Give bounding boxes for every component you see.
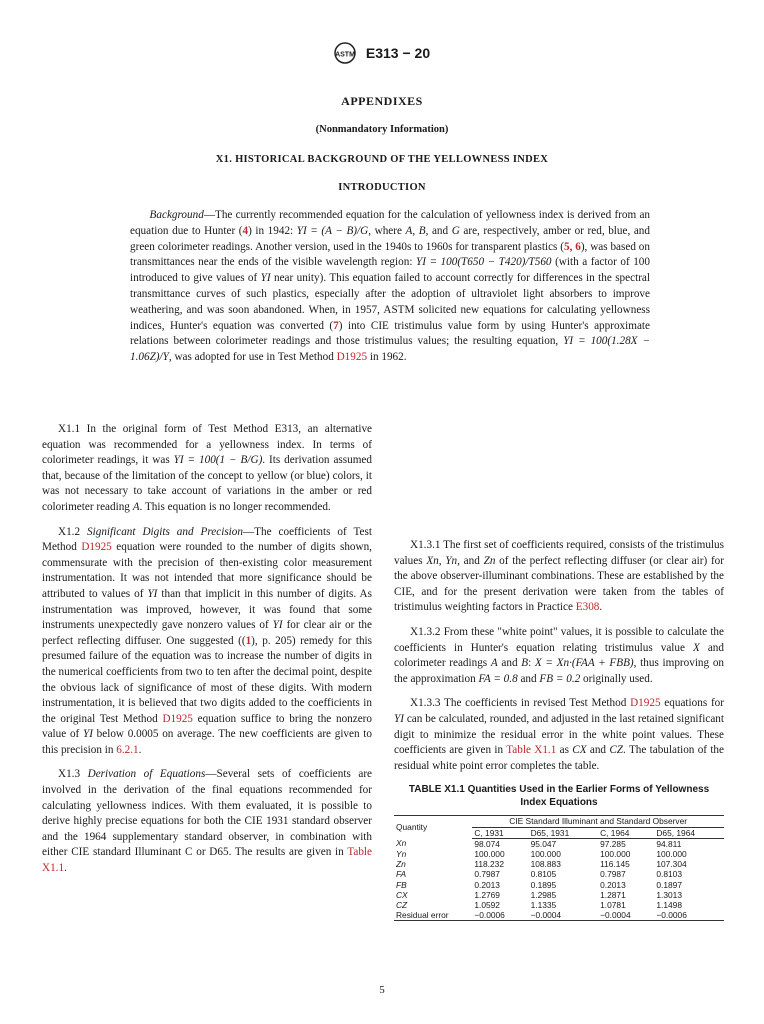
para-var: YI [394,712,404,725]
para-text: . [138,743,142,756]
para-var: A [490,657,498,670]
para-var: YI [147,587,158,600]
intro-var: YI [260,272,271,285]
para-text: . Its derivation assumed that, because of the limitation of the concept to yellow (or blue) colors, it was not necessary to take account of variations in the amber or red colorimeter reading [42,454,372,513]
para-number: X1.3.3 [410,697,441,710]
right-column [394,418,724,921]
value-cell: 0.1895 [530,879,557,890]
equation: FB = 0.2 [539,672,581,685]
intro-text: near unity). This equation failed to account correctly for differences in the spectral transmittance curves of such plastics, especially after the adoption of ultraviolet light absorbers to improve weathering, and was soon abandoned. When, in 1957, ASTM solicited new equations for calculating yellowness indices, Hunter's equation was converted ( [130,272,650,332]
ref-5-6-link[interactable]: 5, 6 [563,240,581,253]
intro-text: ) into CIE tristimulus value form by using Hunter's approximate relations between colorimeter readings and those tristimulus values; the resulting equation, [130,319,650,348]
quantity-cell: Yn [396,848,407,859]
value-cell: −0.0006 [654,910,724,921]
value-cell: 118.232 [474,859,504,870]
intro-text: , where [368,224,406,237]
value-cell: 100.000 [600,848,631,859]
value-cell: 0.1897 [656,879,682,890]
table-row [394,859,724,869]
para-text: than that implicit in this number of digits. As instrumentation was improved, however, it was found that some instruments unexpectedly gave nonzero values of [42,587,372,632]
value-cell: 0.2013 [474,879,500,890]
table-row [394,900,724,910]
quantity-cell: Xn [396,838,407,849]
paragraph-x1-1 [42,422,372,516]
para-text: of the perfect reflecting diffuser (or clear air) for the above observer-illuminant combinations. These are established by the CIE, and for the present derivation were taken from the tables of tristimulus weighting factors in Practice [394,554,724,614]
para-var: Zn [483,554,496,567]
left-column [42,422,372,886]
value-cell: 95.047 [530,838,557,849]
table-row [394,838,724,849]
quantity-cell: FA [396,869,407,880]
ref-7-link[interactable]: 7 [333,319,339,332]
column-header: C, 1931 [472,827,528,838]
paragraph-x1-3-2 [394,625,724,687]
para-var: YI [82,728,93,741]
value-cell: −0.0006 [472,910,528,921]
column-header: D65, 1964 [654,827,724,838]
para-number: X1.1 [58,423,81,435]
para-text: : [528,657,535,670]
table-caption [394,783,724,809]
value-cell: −0.0004 [529,910,599,921]
para-number: X1.3.2 [410,625,441,638]
para-text: The first set of coefficients required, consists of the tristimulus values [394,539,724,567]
intro-text: are, respectively, amber or red, blue, and green colorimeter readings. Another version, used in the 1940s to 1960s for transparent plastics ( [130,224,650,253]
svg-text:ASTM: ASTM [334,51,355,59]
equation-1: YI = (A − B)/G [296,224,369,237]
equation: FA = 0.8 [478,672,518,685]
paragraph-x1-3-1 [394,538,724,616]
group-header: CIE Standard Illuminant and Standard Observer [472,816,724,827]
para-text: . The tabulation of the residual white point error completes the table. [394,744,724,772]
para-number: X1.3.1 [410,539,441,551]
intro-text: and [428,224,452,237]
d1925-link[interactable]: D1925 [81,541,112,554]
quantity-cell: Zn [396,859,406,870]
value-cell: 94.811 [656,838,682,849]
para-number: X1.3 [58,768,81,781]
para-text: ), p. 205) remedy for this presumed failure of the equation was to increase the number of digits in the numerical coefficients from two to ten after the decimal point, despite the obvious lack of significance of most of these digits. With modern instrumentation, it is believed that two digits added to the coefficients in the original Test Method [42,634,372,725]
paragraph-x1-3 [42,767,372,876]
value-cell: 1.0781 [600,899,626,910]
table-x1-1-link[interactable]: Table X1.1 [506,744,557,757]
d1925-link[interactable]: D1925 [162,712,193,725]
value-cell: 0.7987 [600,869,626,880]
ref-4-link[interactable]: 4 [242,224,249,237]
table-row [394,890,724,900]
table-row [394,849,724,859]
para-text: and colorimeter readings [394,641,724,670]
value-cell: 97.285 [600,838,626,849]
para-text: In the original form of Test Method E313, an alternative equation was recommended for a yellowness index. In terms of colorimeter readings, it was [42,423,372,467]
para-var: CZ [609,744,624,757]
para-title: Significant Digits and Precision [80,525,243,538]
background-lead: Background [149,209,204,221]
intro-text: —The currently recommended equation for the calculation of yellowness index is derived from an equation due to Hunter ( [130,209,651,237]
value-cell: 0.8105 [530,869,557,880]
quantity-cell: CX [396,889,408,900]
para-text: equation were rounded to the number of digits shown, commensurate with the precision of then-existing color measurement instrumentation. It was not intended that more significance should be attributed to values of [42,541,372,600]
table-caption-line: Index Equations [520,797,598,809]
value-cell: 1.2985 [530,889,557,900]
value-cell: 100.000 [474,848,505,859]
value-cell: 100.000 [530,848,561,859]
value-cell: 1.1498 [656,899,682,910]
para-var: Xn, Yn, [426,554,460,567]
quantity-cell: CZ [396,899,408,910]
para-text: and [497,657,522,670]
table-caption-line: TABLE X1.1 Quantities Used in the Earlier Forms of Yellowness [408,784,710,796]
appendixes-heading: APPENDIXES [341,94,423,108]
para-text: below 0.0005 on average. The new coefficients are given to this precision in [42,728,372,756]
para-var: B [521,657,529,670]
para-text: —Several sets of coefficients are involved in the derivation of the final equations recommended for calculating yellowness indices. With them evaluated, it is possible to derive highly precise equations for both the CIE 1931 standard observer and the 1964 supplementary standard observer, in combination with either CIE standard Illuminant C or D65. The results are given in [42,768,373,859]
para-text: —The coefficients of Test Method [42,525,372,554]
para-text: originally used. [580,672,653,685]
value-cell: 107.304 [656,859,687,870]
intro-var: A, B, [405,224,429,237]
value-cell: 108.883 [530,859,561,870]
para-text: . [599,601,603,614]
para-var: YI [272,619,283,632]
value-cell: 0.7987 [474,869,500,880]
para-text: and [459,554,484,567]
table-row [394,869,724,879]
ref-1-link[interactable]: 1 [245,634,252,647]
value-cell: 1.0592 [474,899,500,910]
para-var: X [692,641,700,654]
value-cell: 1.3013 [656,889,682,900]
value-cell: 116.145 [600,859,630,870]
paragraph-x1-2 [42,525,372,759]
section-heading: X1. HISTORICAL BACKGROUND OF THE YELLOWNESS INDEX [215,154,549,165]
para-text: equation suffice to bring the nonzero value of [42,712,373,741]
astm-logo-icon [334,42,356,64]
para-title: Derivation of Equations [80,768,206,781]
e308-link[interactable]: E308 [575,601,600,614]
para-text: . [64,862,67,875]
equation: YI = 100(1 − B/G) [173,454,263,467]
para-text: and [517,672,540,685]
document-number: E313 − 20 [365,45,431,61]
page-number: 5 [379,984,385,996]
para-text: . This equation is no longer recommended. [139,500,331,513]
para-text: can be calculated, rounded, and adjusted in the last retained significant digit to minimize the residual error in the white point values. These coefficients are given in [394,712,724,757]
intro-text: in 1962. [367,351,407,364]
table-row [394,910,724,921]
para-text: The coefficients in revised Test Method [440,697,631,710]
intro-text: ) in 1942: [248,224,297,237]
value-cell: 0.8103 [656,869,682,880]
section-6-2-1-link[interactable]: 6.2.1 [116,743,139,756]
value-cell: 1.2871 [600,889,626,900]
d1925-link[interactable]: D1925 [336,351,368,364]
quantity-cell: Residual error [394,910,472,921]
para-number: X1.2 [58,525,81,538]
column-header: D65, 1931 [529,827,599,838]
para-text: for clear air or the perfect reflecting diffuser. One suggested (( [42,619,372,647]
d1925-link[interactable]: D1925 [630,697,661,710]
intro-text: (with a factor of 100 introduced to give values of [130,256,650,285]
equation-3: YI = 100(1.28X − 1.06Z)/Y [130,335,651,364]
value-cell: −0.0004 [598,910,654,921]
para-text: and [586,744,610,757]
intro-text: ), was based on transmittances near the ends of the visible wavelength region: [130,240,650,269]
value-cell: 1.1335 [530,899,557,910]
page-header [0,42,764,66]
para-text: as [556,744,573,757]
intro-text: , was adopted for use in Test Method [168,351,337,364]
equation-2: YI = 100(T650 − T420)/T560 [415,256,552,269]
para-text: equations for [660,697,724,710]
value-cell: 98.074 [474,838,500,849]
paragraph-x1-3-3 [394,696,724,774]
quantity-cell: FB [396,879,407,890]
table-row [394,880,724,890]
yellowness-table [394,815,724,921]
value-cell: 1.2769 [474,889,500,900]
nonmandatory-heading: (Nonmandatory Information) [315,124,449,135]
introduction-heading: INTRODUCTION [338,182,426,193]
value-cell: 100.000 [656,848,687,859]
para-var: CX [572,744,587,757]
quantity-header: Quantity [394,816,472,838]
para-text: From these "white point" values, it is possible to calculate the coefficients in Hunter's equation relating tristimulus value [394,625,724,654]
table-x1-1-link[interactable]: Table X1.1 [42,846,372,875]
para-text: , thus improving on the approximation [394,657,725,685]
intro-var: G [451,224,460,237]
introduction-paragraph [130,208,650,366]
para-var: A [132,500,140,513]
value-cell: 0.2013 [600,879,626,890]
equation: X = Xn·(FAA + FBB) [534,657,634,670]
column-header: C, 1964 [598,827,654,838]
